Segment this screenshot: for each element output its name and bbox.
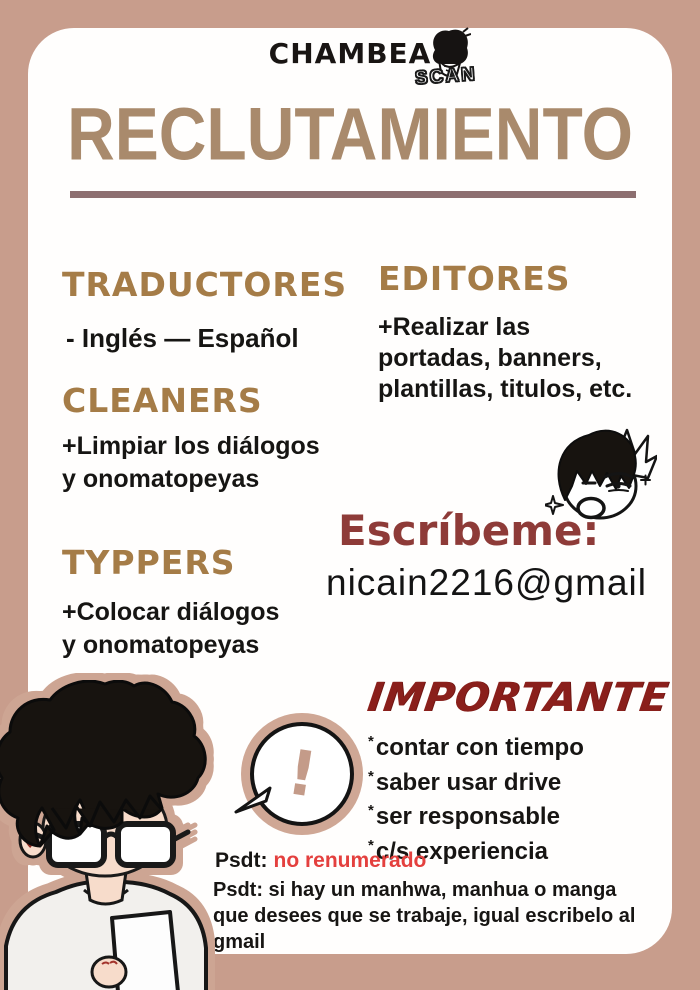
important-item: *c/s experiencia [368, 836, 548, 865]
role-line: y onomatopeyas [62, 465, 260, 493]
important-item: *ser responsable [368, 802, 560, 830]
note-psdt-2: Psdt: si hay un manhwa, manhua o manga que desees que se trabaje, igual escribelo al gmail [213, 879, 636, 953]
logo-subtitle: SCAN [414, 63, 478, 90]
exclamation-icon: ! [282, 735, 322, 812]
asterisk-bullet: * [368, 733, 374, 750]
mascot-character-icon [0, 680, 222, 990]
title-divider [70, 191, 636, 198]
heading-traductores: TRADUCTORES [62, 265, 348, 304]
page-title: RECLUTAMIENTO [67, 92, 633, 176]
contact-email: nicain2216@gmail [326, 562, 647, 603]
role-line: portadas, banners, [378, 344, 602, 372]
speech-bubble [250, 722, 354, 826]
contact-label: Escríbeme: [338, 506, 600, 555]
note-psdt-1 [215, 849, 426, 873]
speech-bubble-tail [234, 784, 272, 816]
role-line: +Realizar las [378, 313, 531, 341]
asterisk-bullet: * [368, 836, 374, 854]
cleaners-description [62, 430, 320, 496]
heading-typpers: TYPPERS [62, 543, 236, 582]
important-item: *contar con tiempo [368, 733, 584, 761]
role-line: +Colocar diálogos [62, 598, 280, 626]
editores-description [378, 312, 632, 405]
logo-text: CHAMBEA [268, 37, 432, 70]
role-line: plantillas, titulos, etc. [378, 375, 633, 403]
asterisk-bullet: * [368, 802, 374, 819]
note-psdt-1-highlight: no renumerado [273, 849, 427, 872]
role-line: +Limpiar los diálogos [62, 432, 320, 460]
asterisk-bullet: * [368, 767, 374, 785]
heading-importante: IMPORTANTE [364, 675, 672, 721]
typpers-description [62, 596, 279, 662]
heading-editores: EDITORES [378, 259, 571, 298]
heading-cleaners: CLEANERS [62, 381, 263, 420]
traductores-description [66, 322, 299, 355]
note-psdt-1-label: Psdt: [215, 849, 268, 872]
logo [0, 37, 700, 90]
role-line: y onomatopeyas [62, 631, 260, 659]
important-list [368, 728, 584, 866]
important-item: *saber usar drive [368, 767, 562, 796]
role-line: - Inglés — Español [66, 323, 299, 353]
